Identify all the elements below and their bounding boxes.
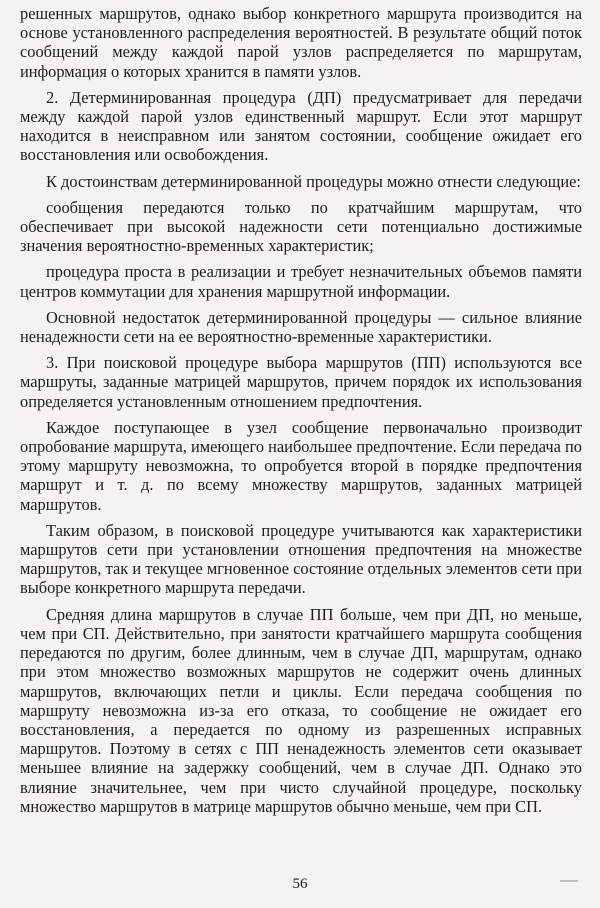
- paragraph-advantage-shortest-routes: сообщения передаются только по кратчайшим маршрутам, что обеспечивает при высокой надежности сети потенциально достижимые значения вероятностно-временных характеристик;: [20, 197, 582, 256]
- paragraph-advantage-simplicity: процедура проста в реализации и требует незначительных объемов памяти центров коммутации для хранения маршрутной информации.: [20, 262, 582, 301]
- paragraph-advantages-intro: К достоинствам детерминированной процедуры можно отнести следующие:: [46, 171, 581, 191]
- paragraph-deterministic-procedure: 2. Детерминированная процедура (ДП) предусматривает для передачи между каждой парой узлов единственный маршрут. Если этот маршрут находится в неисправном или занятом состоянии, сообщение ожидает его восстановления или освобождения.: [20, 87, 582, 165]
- paragraph-continuation: решенных маршрутов, однако выбор конкретного маршрута производится на основе установленного распределения вероятностей. В результате общий поток сообщений между каждой парой узлов распределяется по маршрутам, информация о которых хранится в памяти узлов.: [20, 4, 582, 81]
- page-number: 56: [292, 876, 308, 892]
- paragraph-average-route-length: Средняя длина маршрутов в случае ПП больше, чем при ДП, но меньше, чем при СП. Действительно, при занятости кратчайшего маршрута сообщения передаются по другим, более длинным, чем в случае ДП, маршрутам, однако при этом множество возможных маршрутов не содержит очень длинных маршрутов, включающих петли и циклы. Если передача сообщения по маршруту невозможна из-за его отказа, то сообщение не ожидает его восстановления, а передается по одному из разрешенных исправных маршрутов. Поэтому в сетях с ПП ненадежность элементов сети оказывает меньшее влияние на задержку сообщений, чем в случае ДП. Однако это влияние значительнее, чем при чисто случайной процедуре, поскольку множество маршрутов в матрице маршрутов обычно меньше, чем при СП.: [20, 604, 582, 816]
- scan-artifact: [560, 880, 578, 882]
- paragraph-summary: Таким образом, в поисковой процедуре учитываются как характеристики маршрутов сети при установлении отношения предпочтения на множестве маршрутов, так и текущее мгновенное состояние отдельных элементов сети при выборе конкретного маршрута передачи.: [20, 520, 582, 598]
- paragraph-search-procedure: 3. При поисковой процедуре выбора маршрутов (ПП) используются все маршруты, заданные матрицей маршрутов, причем порядок их использования определяется установленным отношением предпочтения.: [20, 353, 582, 411]
- paragraph-main-drawback: Основной недостаток детерминированной процедуры — сильное влияние ненадежности сети на ее вероятностно-временные характеристики.: [20, 307, 582, 347]
- page-text-body: [20, 4, 582, 823]
- paragraph-preference-order: Каждое поступающее в узел сообщение первоначально производит опробование маршрута, имеющего наибольшее предпочтение. Если передача по этому маршруту невозможна, то опробуется второй в порядке предпочтения маршрут и т. д. по всему множеству маршрутов, заданных матрицей маршрутов.: [20, 417, 582, 514]
